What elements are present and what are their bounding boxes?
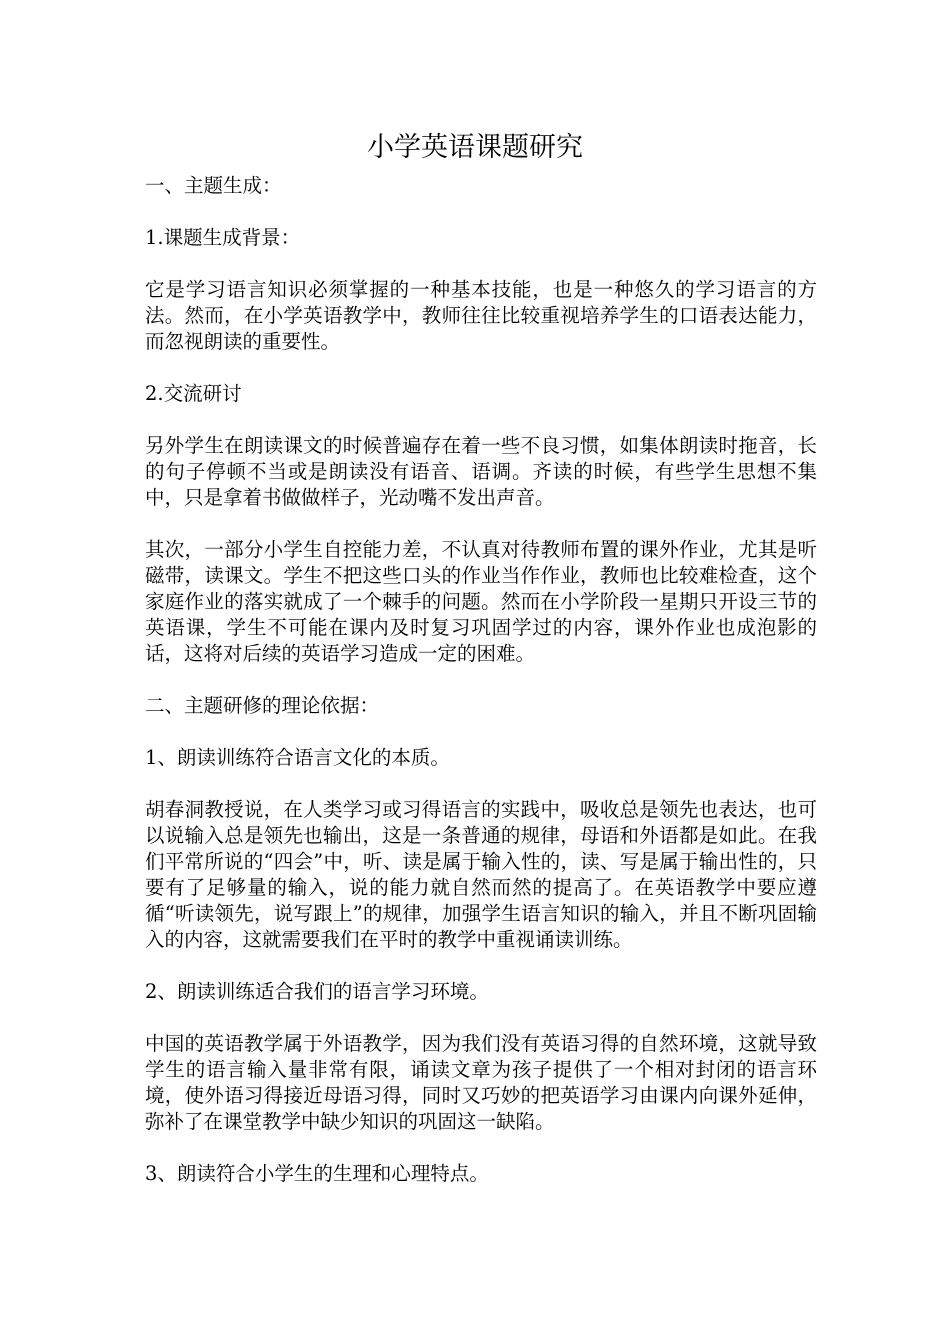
- paragraph-foreign-language: 中国的英语教学属于外语教学，因为我们没有英语习得的自然环境，这就导致学生的语言输入量非常有限，诵读文章为孩子提供了一个相对封闭的语言环境，使外语习得接近母语习得，同时又巧妙的把英语学习由课内向课外延伸，弥补了在课堂教学中缺少知识的巩固这一缺陷。: [145, 1032, 817, 1133]
- document-title: 小学英语课题研究: [367, 132, 583, 163]
- subheading-discussion: 2.交流研讨: [145, 382, 242, 405]
- subheading-background: 1.课题生成背景：: [145, 226, 301, 249]
- paragraph-input-output: 胡春洞教授说，在人类学习或习得语言的实践中，吸收总是领先也表达，也可以说输入总是领先也输出，这是一条普通的规律，母语和外语都是如此。在我们平常所说的“四会”中，听、读是属于输入性的，读、写是属于输出性的，只要有了足够量的输入，说的能力就自然而然的提高了。在英语教学中要应遵循“听读领先，说写跟上”的规律，加强学生语言知识的输入，并且不断巩固输入的内容，这就需要我们在平时的教学中重视诵读训练。: [145, 798, 817, 951]
- section-heading-topic-generation: 一、主题生成：: [145, 174, 282, 197]
- subheading-physiology: 3、朗读符合小学生的生理和心理特点。: [145, 1162, 489, 1185]
- subheading-learning-environment: 2、朗读训练适合我们的语言学习环境。: [145, 980, 489, 1003]
- paragraph-self-control: 其次，一部分小学生自控能力差，不认真对待教师布置的课外作业，尤其是听磁带，读课文。学生不把这些口头的作业当作作业，教师也比较难检查，这个家庭作业的落实就成了一个棘手的问题。然而在小学阶段一星期只开设三节的英语课，学生不可能在课内及时复习巩固学过的内容，课外作业也成泡影的话，这将对后续的英语学习造成一定的困难。: [145, 538, 817, 665]
- paragraph-bad-habits: 另外学生在朗读课文的时候普遍存在着一些不良习惯，如集体朗读时拖音，长的句子停顿不当或是朗读没有语音、语调。齐读的时候，有些学生思想不集中，只是拿着书做做样子，光动嘴不发出声音。: [145, 434, 817, 509]
- paragraph-background: 它是学习语言知识必须掌握的一种基本技能，也是一种悠久的学习语言的方法。然而，在小学英语教学中，教师往往比较重视培养学生的口语表达能力，而忽视朗读的重要性。: [145, 278, 817, 353]
- section-heading-theory: 二、主题研修的理论依据：: [145, 694, 380, 717]
- subheading-language-nature: 1、朗读训练符合语言文化的本质。: [145, 746, 450, 769]
- document-body: [145, 173, 817, 1213]
